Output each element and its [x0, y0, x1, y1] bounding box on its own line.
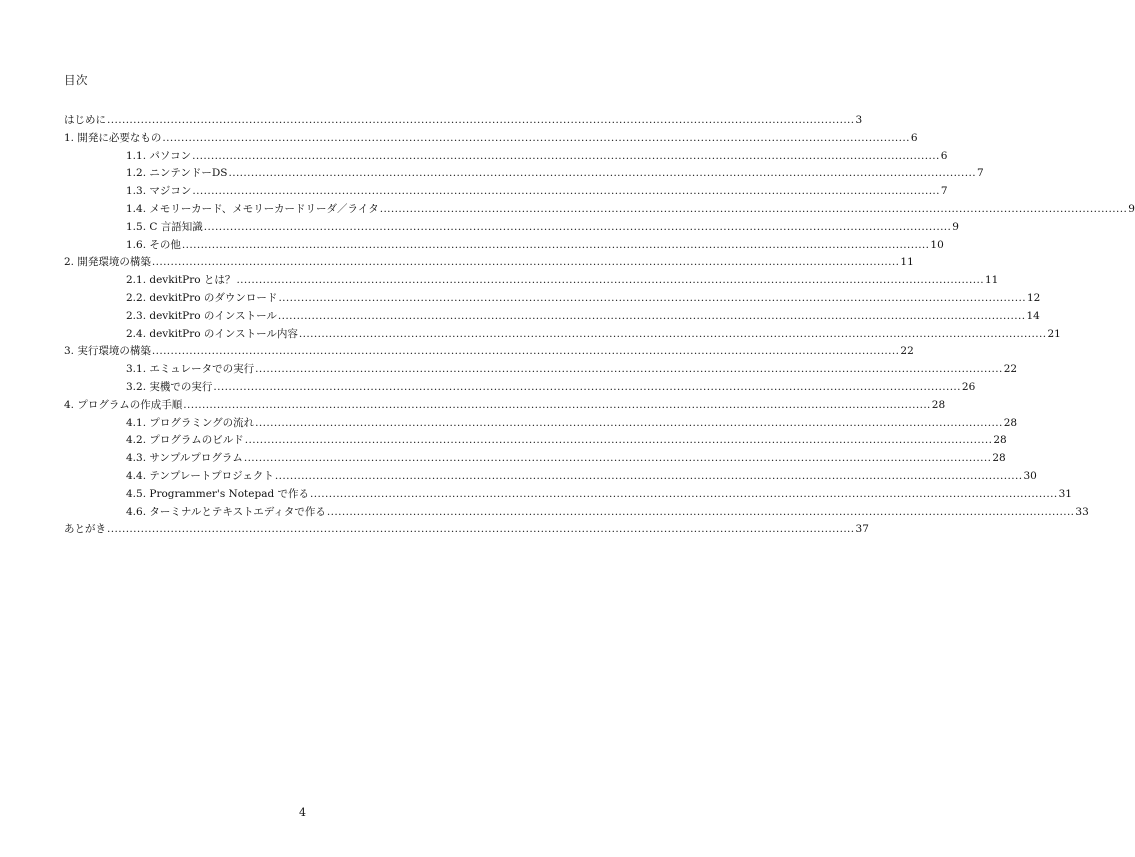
toc-entry[interactable] — [64, 183, 948, 201]
toc-entry-page: 7 — [977, 167, 984, 180]
toc-entry[interactable] — [64, 504, 1089, 522]
toc-entry[interactable] — [64, 237, 944, 255]
toc-entry-label: 2.1. devkitPro とは？ — [126, 274, 236, 287]
toc-entry-page: 9 — [952, 220, 959, 233]
toc-entry-page: 22 — [1003, 363, 1018, 376]
toc-entry[interactable] — [64, 432, 1007, 450]
toc-leader-dots: ........................................................................................................................................................................................................ — [107, 523, 855, 536]
toc-leader-dots: ........................................................................................................................................................................................................ — [255, 363, 1003, 376]
toc-leader-dots: ........................................................................................................................................................................................................ — [278, 291, 1026, 304]
toc-leader-dots: ........................................................................................................................................................................................................ — [244, 434, 993, 447]
toc-entry-page: 11 — [900, 256, 914, 269]
toc-entry-label: 2.2. devkitPro のダウンロード — [126, 291, 278, 304]
toc-leader-dots: ........................................................................................................................................................................................................ — [228, 167, 976, 180]
toc-entry[interactable] — [64, 148, 948, 166]
toc-leader-dots: ........................................................................................................................................................................................................ — [162, 131, 910, 144]
toc-entry-label: 1.1. パソコン — [126, 149, 192, 162]
toc-entry-label: 4.2. プログラムのビルド — [126, 434, 244, 447]
toc-leader-dots: ........................................................................................................................................................................................................ — [236, 274, 984, 287]
toc-entry-page: 31 — [1058, 487, 1072, 500]
toc-entry-label: 1.3. マジコン — [126, 185, 192, 198]
toc-entry-page: 11 — [984, 274, 999, 287]
toc-leader-dots: ........................................................................................................................................................................................................ — [379, 202, 1128, 215]
toc-leader-dots: ........................................................................................................................................................................................................ — [243, 452, 992, 465]
toc-leader-dots: ........................................................................................................................................................................................................ — [192, 185, 940, 198]
toc-entry[interactable] — [64, 326, 1061, 344]
toc-entry[interactable] — [64, 308, 1040, 326]
table-of-contents — [64, 112, 1135, 539]
toc-entry[interactable] — [64, 486, 1072, 504]
toc-entry-page: 6 — [940, 149, 948, 162]
toc-entry-page: 14 — [1026, 309, 1040, 322]
page-title: 目次 — [64, 73, 88, 87]
toc-entry[interactable] — [64, 450, 1006, 468]
toc-entry-page: 7 — [940, 185, 948, 198]
toc-leader-dots: ........................................................................................................................................................................................................ — [310, 487, 1058, 500]
toc-entry-page: 28 — [993, 434, 1007, 447]
toc-entry-label: 3.2. 実機での実行 — [126, 380, 213, 393]
toc-entry[interactable] — [64, 219, 959, 237]
toc-entry[interactable] — [64, 254, 914, 272]
toc-entry[interactable] — [64, 272, 999, 290]
toc-entry-label: 4.1. プログラミングの流れ — [126, 416, 255, 429]
toc-entry-page: 6 — [910, 131, 918, 144]
toc-leader-dots: ........................................................................................................................................................................................................ — [255, 416, 1003, 429]
toc-entry-page: 33 — [1075, 505, 1089, 518]
toc-entry-page: 28 — [931, 398, 946, 411]
toc-leader-dots: ........................................................................................................................................................................................................ — [151, 256, 900, 269]
toc-entry[interactable] — [64, 130, 918, 148]
toc-entry-label: はじめに — [64, 114, 106, 126]
toc-entry[interactable] — [64, 379, 976, 397]
toc-entry-page: 28 — [992, 452, 1006, 465]
toc-entry-label: 4.6. ターミナルとテキストエディタで作る — [126, 505, 326, 518]
page-number: 4 — [299, 806, 306, 819]
toc-leader-dots: ........................................................................................................................................................................................................ — [277, 309, 1026, 322]
toc-leader-dots: ........................................................................................................................................................................................................ — [274, 469, 1023, 482]
toc-entry-page: 3 — [855, 114, 863, 126]
toc-entry-page: 28 — [1003, 416, 1018, 429]
toc-entry-label: 4.4. テンプレートプロジェクト — [126, 469, 274, 482]
toc-entry-label: 3.1. エミュレータでの実行 — [126, 363, 255, 376]
toc-entry-label: 2.3. devkitPro のインストール — [126, 309, 277, 322]
toc-leader-dots: ........................................................................................................................................................................................................ — [151, 345, 900, 358]
toc-entry[interactable] — [64, 415, 1018, 433]
toc-entry-label: 2. 開発環境の構築 — [64, 256, 151, 269]
toc-leader-dots: ........................................................................................................................................................................................................ — [183, 398, 931, 411]
toc-entry[interactable] — [64, 361, 1018, 379]
toc-entry[interactable] — [64, 112, 863, 130]
toc-entry[interactable] — [64, 343, 914, 361]
toc-entry[interactable] — [64, 521, 869, 539]
toc-leader-dots: ........................................................................................................................................................................................................ — [107, 114, 855, 126]
toc-entry-page: 22 — [900, 345, 914, 358]
toc-entry[interactable] — [64, 397, 946, 415]
toc-entry-page: 9 — [1128, 202, 1135, 215]
toc-leader-dots: ........................................................................................................................................................................................................ — [326, 505, 1075, 518]
toc-entry-page: 26 — [961, 380, 976, 393]
toc-entry-label: 3. 実行環境の構築 — [64, 345, 151, 358]
toc-entry-page: 10 — [930, 238, 944, 251]
toc-leader-dots: ........................................................................................................................................................................................................ — [213, 380, 961, 393]
toc-entry[interactable] — [64, 201, 1135, 219]
toc-entry[interactable] — [64, 290, 1041, 308]
toc-entry[interactable] — [64, 468, 1037, 486]
toc-entry-label: あとがき — [64, 523, 106, 536]
toc-leader-dots: ........................................................................................................................................................................................................ — [181, 238, 930, 251]
toc-entry-label: 4.5. Programmer's Notepad で作る — [126, 487, 310, 500]
toc-entry-label: 4.3. サンプルプログラム — [126, 452, 243, 465]
toc-entry[interactable] — [64, 165, 984, 183]
toc-entry-page: 21 — [1047, 327, 1061, 340]
toc-entry-label: 1.5. C 言語知識 — [126, 220, 203, 233]
toc-entry-page: 37 — [855, 523, 869, 536]
toc-leader-dots: ........................................................................................................................................................................................................ — [298, 327, 1047, 340]
toc-entry-page: 12 — [1026, 291, 1041, 304]
toc-entry-label: 1.4. メモリーカード、メモリーカードリーダ／ライタ — [126, 202, 379, 215]
toc-entry-page: 30 — [1023, 469, 1037, 482]
toc-entry-label: 1.6. その他 — [126, 238, 181, 251]
toc-leader-dots: ........................................................................................................................................................................................................ — [203, 220, 952, 233]
toc-entry-label: 2.4. devkitPro のインストール内容 — [126, 327, 298, 340]
toc-entry-label: 1. 開発に必要なもの — [64, 131, 162, 144]
toc-leader-dots: ........................................................................................................................................................................................................ — [192, 149, 940, 162]
toc-entry-label: 1.2. ニンテンドーDS — [126, 167, 228, 180]
toc-entry-label: 4. プログラムの作成手順 — [64, 398, 183, 411]
